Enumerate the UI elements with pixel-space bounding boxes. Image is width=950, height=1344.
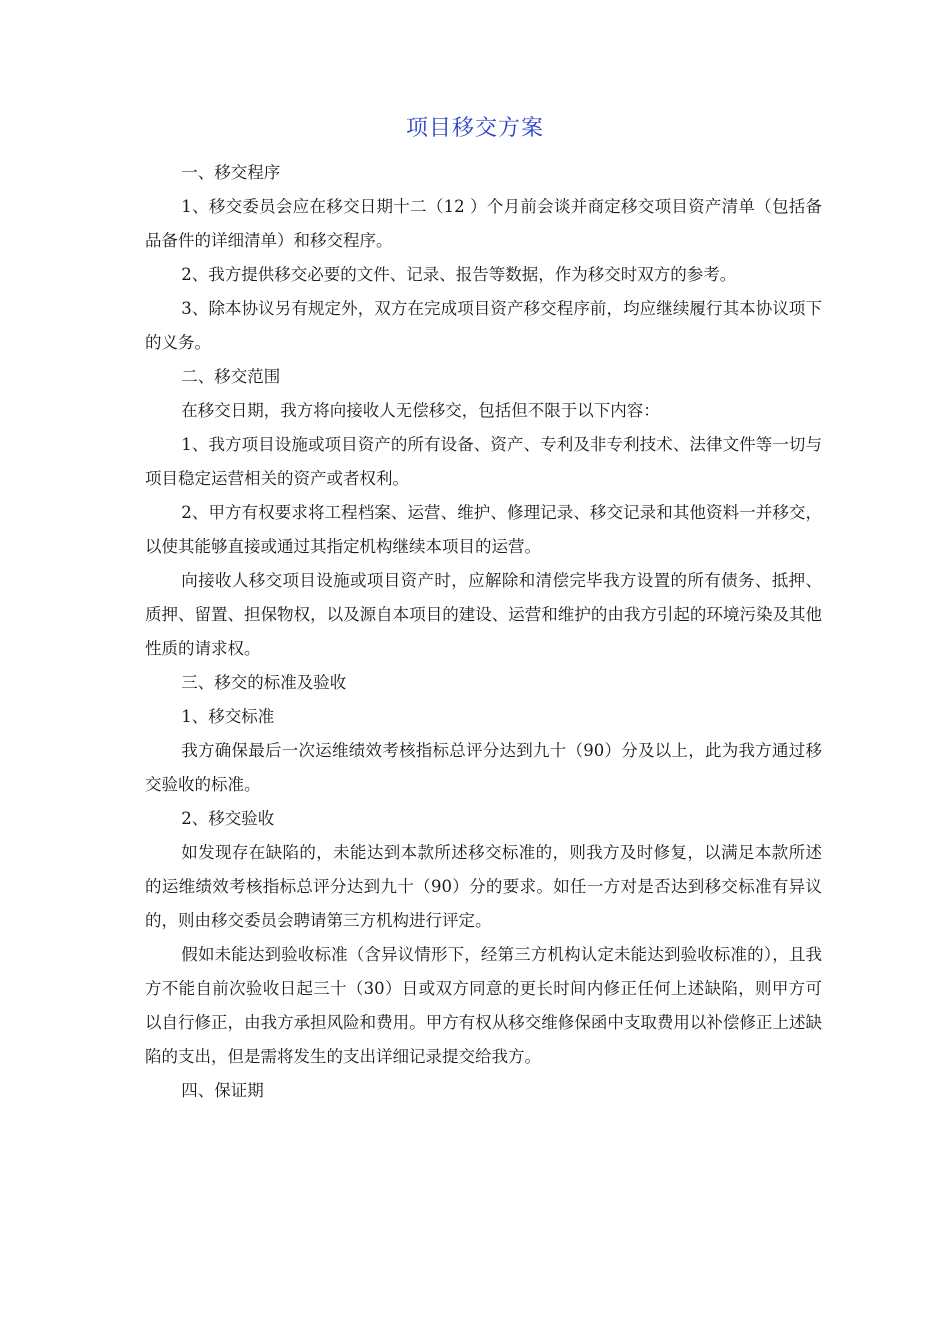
paragraph: 1、我方项目设施或项目资产的所有设备、资产、专利及非专利技术、法律文件等一切与项目稳定运营相关的资产或者权利。 [145, 435, 822, 488]
paragraph: 假如未能达到验收标准（含异议情形下，经第三方机构认定未能达到验收标准的），且我方不能自前次验收日起三十（30）日或双方同意的更长时间内修正任何上述缺陷，则甲方可以自行修正，由我方承担风险和费用。甲方有权从移交维修保函中支取费用以补偿修正上述缺陷的支出，但是需将发生的支出详细记录提交给我方。 [145, 945, 822, 1066]
subheading-transfer-acceptance: 2、移交验收 [181, 809, 275, 828]
section-heading-warranty-period: 四、保证期 [181, 1081, 264, 1100]
paragraph: 3、除本协议另有规定外，双方在完成项目资产移交程序前，均应继续履行其本协议项下的义务。 [145, 299, 822, 352]
paragraph: 如发现存在缺陷的，未能达到本款所述移交标准的，则我方及时修复，以满足本款所述的运维绩效考核指标总评分达到九十（90）分的要求。如任一方对是否达到移交标准有异议的，则由移交委员会聘请第三方机构进行评定。 [145, 843, 822, 930]
paragraph: 向接收人移交项目设施或项目资产时，应解除和清偿完毕我方设置的所有债务、抵押、质押、留置、担保物权，以及源自本项目的建设、运营和维护的由我方引起的环境污染及其他性质的请求权。 [145, 571, 822, 658]
paragraph: 我方确保最后一次运维绩效考核指标总评分达到九十（90）分及以上，此为我方通过移交验收的标准。 [145, 741, 822, 794]
paragraph: 1、移交委员会应在移交日期十二（12 ）个月前会谈并商定移交项目资产清单（包括备品备件的详细清单）和移交程序。 [145, 197, 822, 250]
paragraph: 2、我方提供移交必要的文件、记录、报告等数据，作为移交时双方的参考。 [181, 265, 737, 284]
paragraph: 2、甲方有权要求将工程档案、运营、维护、修理记录、移交记录和其他资料一并移交，以使其能够直接或通过其指定机构继续本项目的运营。 [145, 503, 822, 556]
subheading-transfer-standard: 1、移交标准 [181, 707, 275, 726]
section-heading-transfer-scope: 二、移交范围 [181, 367, 281, 386]
document-title: 项目移交方案 [405, 116, 544, 141]
section-heading-standards-acceptance: 三、移交的标准及验收 [181, 673, 347, 692]
section-heading-transfer-procedure: 一、移交程序 [181, 163, 281, 182]
paragraph: 在移交日期，我方将向接收人无偿移交，包括但不限于以下内容： [181, 401, 660, 420]
document-body [145, 156, 822, 1108]
